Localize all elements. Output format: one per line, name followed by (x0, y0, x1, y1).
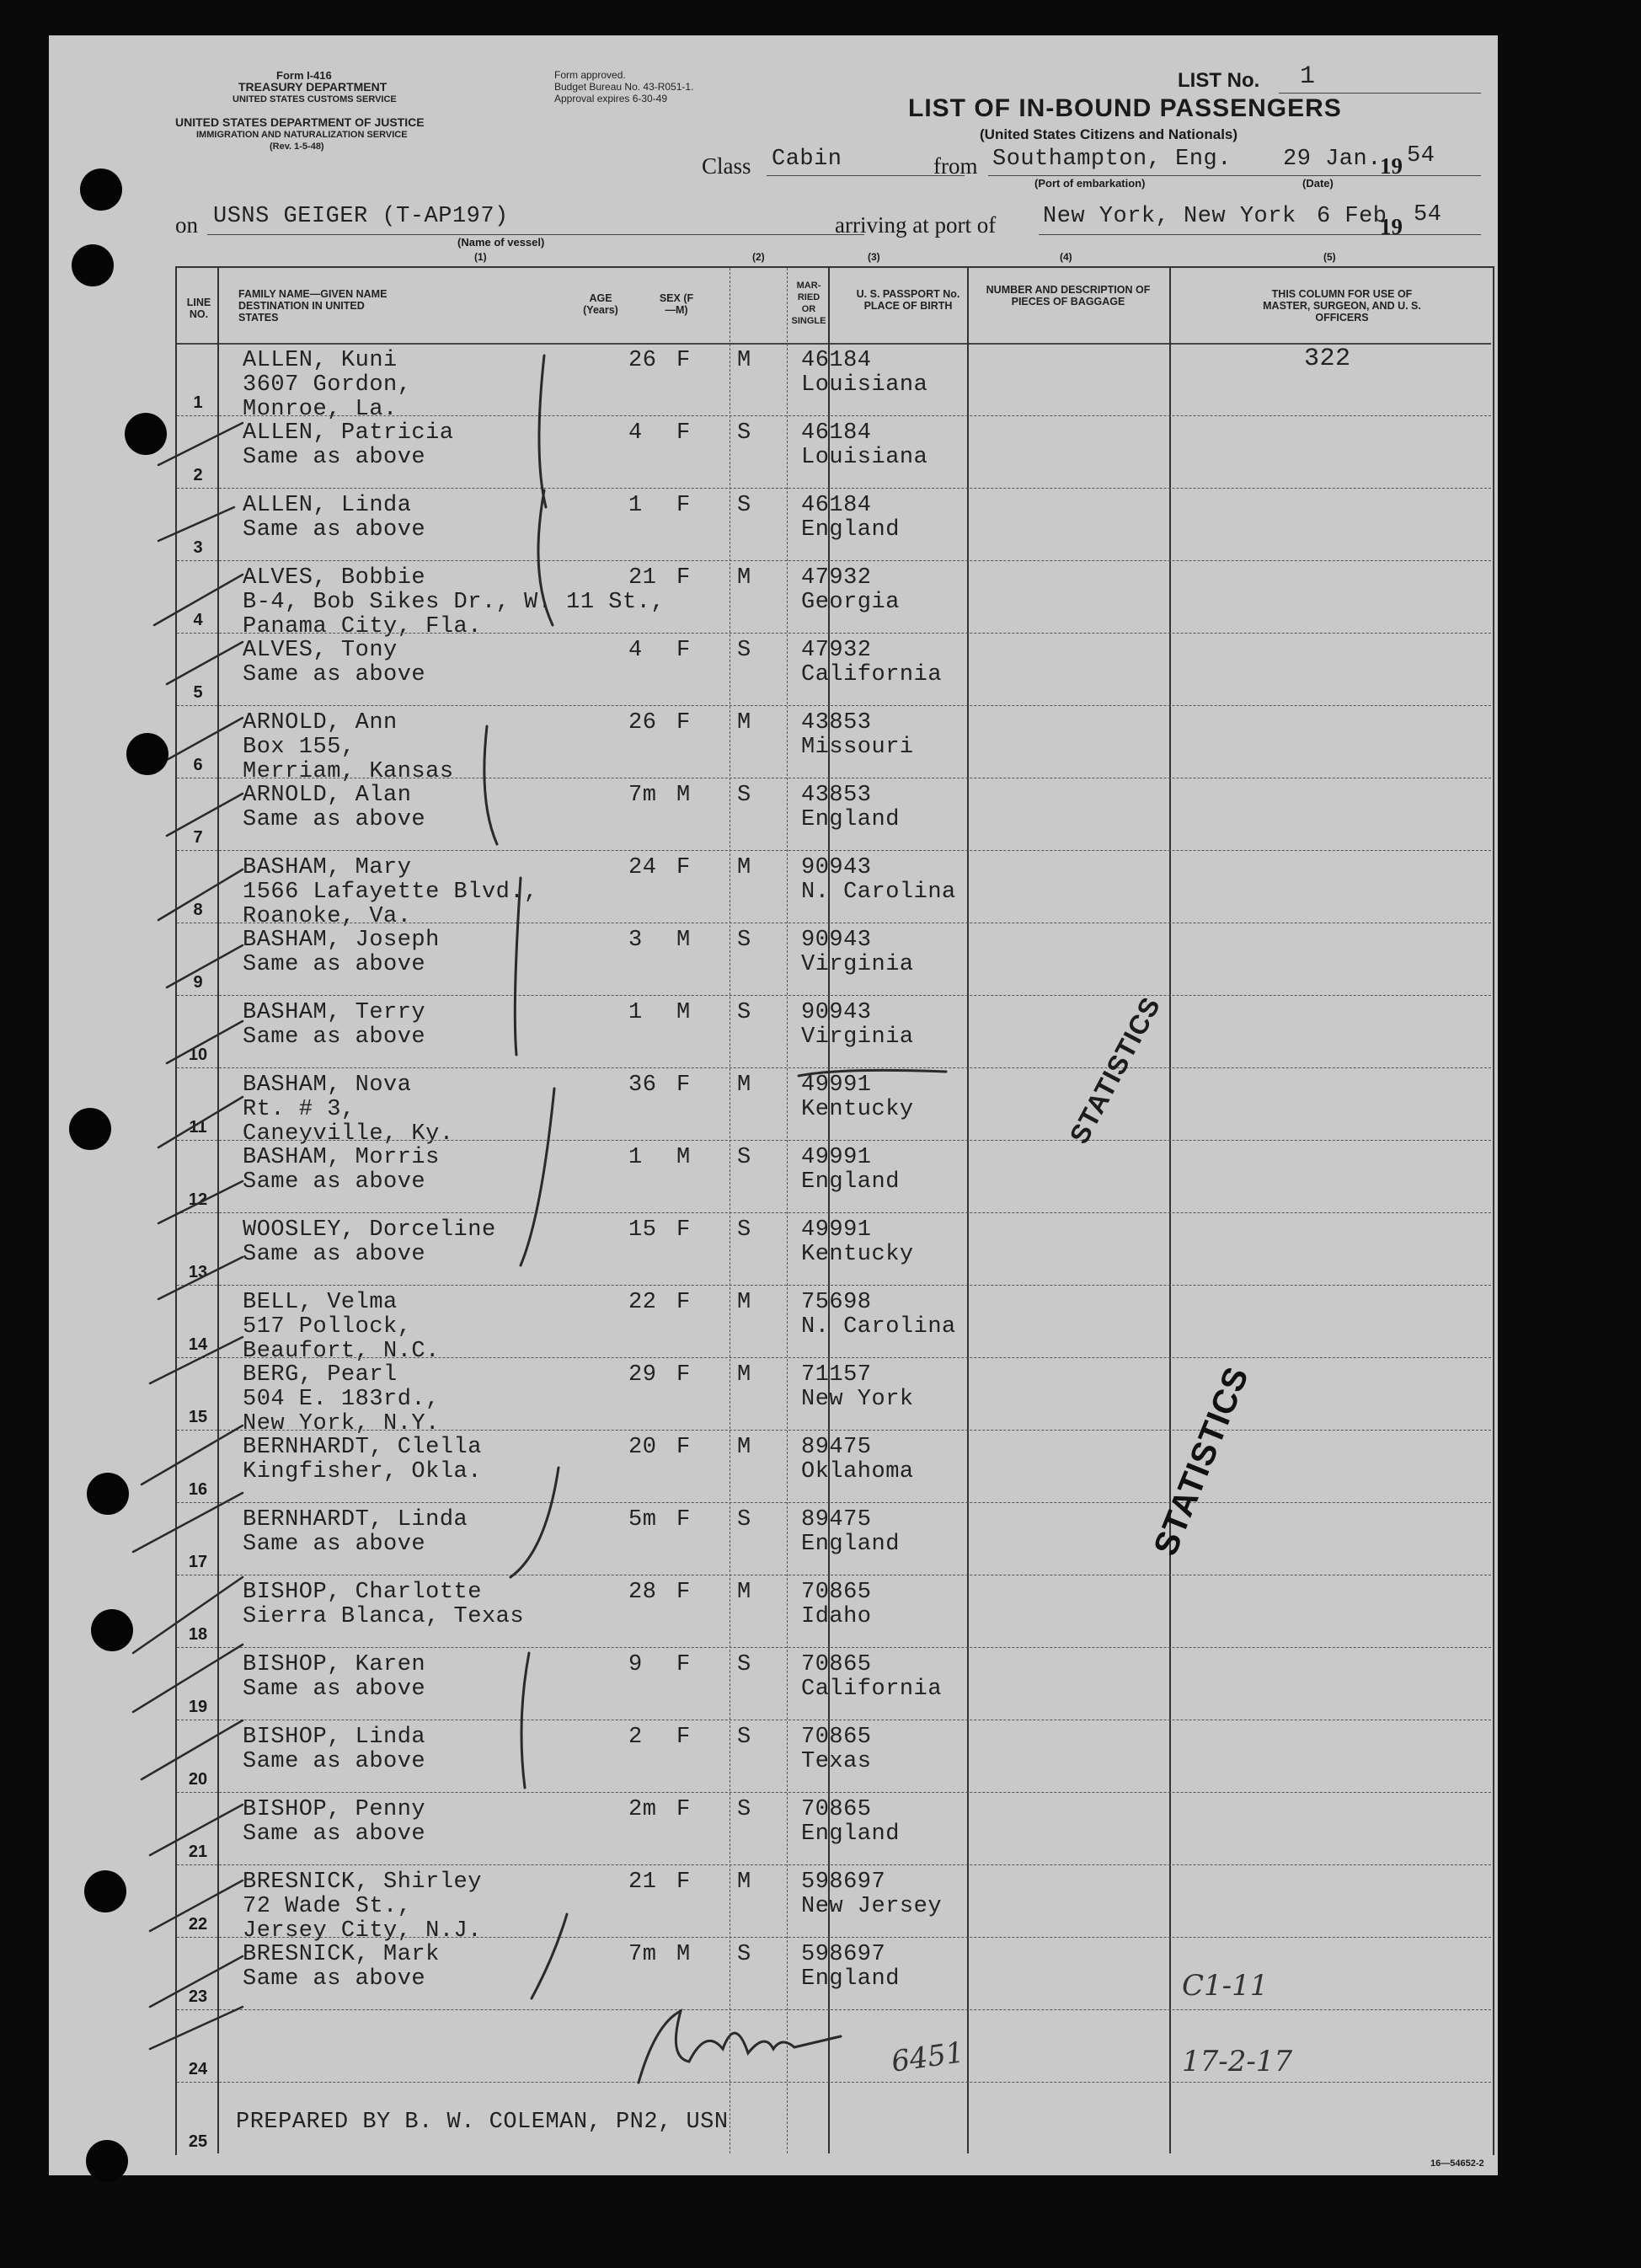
passenger-age: 22 (628, 1290, 657, 1315)
list-number: 1 (1300, 62, 1316, 91)
passenger-name: BASHAM, Joseph (243, 928, 440, 953)
passport-number: 49991 (801, 1072, 872, 1098)
line-number: 2 (193, 466, 203, 484)
passenger-sex: F (676, 1869, 691, 1895)
punch-hole (69, 1108, 111, 1150)
passenger-name: BASHAM, Morris (243, 1145, 440, 1170)
passenger-age: 1 (628, 1000, 643, 1025)
handwritten-note-2: 17-2-17 (1182, 2045, 1293, 2078)
passport-number: 46184 (801, 493, 872, 518)
place-of-birth: Louisiana (801, 372, 928, 398)
passenger-age: 7m (628, 783, 657, 808)
place-of-birth: England (801, 1821, 900, 1847)
passenger-sex: F (676, 1652, 691, 1677)
passport-number: 47932 (801, 638, 872, 663)
passport-number: 70865 (801, 1725, 872, 1750)
col-header-passport: U. S. PASSPORT No. PLACE OF BIRTH (856, 288, 960, 312)
passenger-age: 7m (628, 1942, 657, 1967)
passenger-sex: F (676, 638, 691, 663)
passenger-address: Same as above (243, 662, 426, 687)
passenger-sex: F (676, 1435, 691, 1460)
passenger-marital-status: S (737, 1000, 751, 1025)
passenger-marital-status: S (737, 1507, 751, 1533)
line-number: 19 (188, 1698, 208, 1716)
date-caption: (Date) (1302, 177, 1334, 190)
passenger-sex: F (676, 565, 691, 591)
statistics-stamp-2: STATISTICS (1147, 1361, 1257, 1561)
place-of-birth: Louisiana (801, 445, 928, 470)
vessel-caption: (Name of vessel) (457, 236, 545, 249)
arrival-year-prefix: 19 (1380, 214, 1403, 239)
passport-number: 70865 (801, 1580, 872, 1605)
line-number: 5 (193, 683, 203, 702)
passenger-age: 20 (628, 1435, 657, 1460)
place-of-birth: Oklahoma (801, 1459, 914, 1484)
passenger-marital-status: S (737, 493, 751, 518)
passport-number: 70865 (801, 1652, 872, 1677)
place-of-birth: California (801, 662, 943, 687)
passenger-name: BISHOP, Charlotte (243, 1580, 482, 1605)
line-number: 17 (188, 1553, 208, 1571)
place-of-birth: Missouri (801, 735, 914, 760)
passenger-age: 3 (628, 928, 643, 953)
passenger-sex: F (676, 348, 691, 373)
passenger-address: 517 Pollock, (243, 1314, 412, 1340)
passenger-name: BASHAM, Mary (243, 855, 412, 880)
passenger-name: BASHAM, Nova (243, 1072, 412, 1098)
line-number: 3 (193, 538, 203, 557)
line-number: 12 (188, 1190, 208, 1209)
passenger-address: Beaufort, N.C. (243, 1339, 440, 1364)
document-title: LIST OF IN-BOUND PASSENGERS (908, 94, 1342, 122)
passenger-address: Same as above (243, 1242, 426, 1267)
passport-number: 49991 (801, 1217, 872, 1243)
passenger-name: BERG, Pearl (243, 1362, 398, 1388)
passenger-age: 36 (628, 1072, 657, 1098)
approval-line-1: Form approved. (554, 69, 626, 81)
passenger-address: New York, N.Y. (243, 1411, 440, 1436)
col-header-name: FAMILY NAME—GIVEN NAME DESTINATION IN UNITED STATES (238, 288, 388, 324)
passenger-address: Same as above (243, 517, 426, 543)
passenger-age: 4 (628, 638, 643, 663)
passenger-address: Kingfisher, Okla. (243, 1459, 482, 1484)
passenger-sex: F (676, 1580, 691, 1605)
passenger-name: BELL, Velma (243, 1290, 398, 1315)
line-number: 21 (188, 1843, 208, 1861)
passenger-name: ALVES, Bobbie (243, 565, 426, 591)
passenger-address: Same as above (243, 1821, 426, 1847)
passenger-age: 1 (628, 493, 643, 518)
line-number: 4 (193, 611, 203, 629)
statistics-stamp-1: STATISTICS (1063, 992, 1167, 1149)
passenger-age: 28 (628, 1580, 657, 1605)
passenger-marital-status: S (737, 928, 751, 953)
punch-hole (87, 1473, 129, 1515)
passenger-address: 3607 Gordon, (243, 372, 412, 398)
passenger-address: Merriam, Kansas (243, 759, 454, 784)
year-suffix: 54 (1407, 143, 1435, 168)
passenger-age: 21 (628, 1869, 657, 1895)
passenger-address: 504 E. 183rd., (243, 1387, 440, 1412)
port-caption: (Port of embarkation) (1034, 177, 1146, 190)
passenger-address: Rt. # 3, (243, 1097, 355, 1122)
from-label: from (933, 153, 978, 179)
class-value: Cabin (772, 147, 842, 172)
passenger-marital-status: M (737, 1435, 751, 1460)
punch-hole (86, 2140, 128, 2182)
print-code: 16—54652-2 (1430, 2158, 1484, 2169)
passenger-marital-status: S (737, 420, 751, 446)
prepared-by: PREPARED BY B. W. COLEMAN, PN2, USN (236, 2110, 729, 2135)
col-header-officers: THIS COLUMN FOR USE OF MASTER, SURGEON, AND U. S. OFFICERS (1263, 288, 1421, 324)
document-subtitle: (United States Citizens and Nationals) (980, 126, 1238, 142)
passport-number: 46184 (801, 420, 872, 446)
arrival-year-suffix: 54 (1414, 202, 1442, 227)
passenger-age: 4 (628, 420, 643, 446)
passport-number: 46184 (801, 348, 872, 373)
passenger-marital-status: S (737, 783, 751, 808)
line-number: 23 (188, 1987, 208, 2006)
handwritten-note-3: 6451 (889, 2035, 966, 2079)
passenger-marital-status: S (737, 1145, 751, 1170)
place-of-birth: England (801, 1966, 900, 1992)
passenger-address: Jersey City, N.J. (243, 1918, 482, 1944)
passenger-marital-status: M (737, 855, 751, 880)
passenger-marital-status: S (737, 638, 751, 663)
passenger-name: ALLEN, Patricia (243, 420, 454, 446)
passport-number: 43853 (801, 783, 872, 808)
passenger-name: ARNOLD, Alan (243, 783, 412, 808)
passenger-marital-status: M (737, 1580, 751, 1605)
handwritten-marks (49, 35, 1498, 2175)
passenger-age: 21 (628, 565, 657, 591)
punch-hole (125, 413, 167, 455)
col-num-4: (4) (1060, 251, 1072, 263)
passenger-address: Caneyville, Ky. (243, 1121, 454, 1147)
passenger-name: ARNOLD, Ann (243, 710, 398, 735)
place-of-birth: N. Carolina (801, 880, 956, 905)
line-number: 11 (189, 1118, 207, 1137)
passenger-name: BERNHARDT, Clella (243, 1435, 482, 1460)
line-number: 18 (188, 1625, 208, 1644)
passenger-marital-status: S (737, 1942, 751, 1967)
passenger-marital-status: M (737, 348, 751, 373)
vessel-name: USNS GEIGER (T-AP197) (213, 204, 509, 229)
line-number: 10 (188, 1046, 208, 1064)
passport-number: 71157 (801, 1362, 872, 1388)
line-number: 22 (188, 1915, 208, 1934)
departure-date: 29 Jan. (1283, 147, 1382, 172)
passport-number: 598697 (801, 1942, 886, 1967)
passenger-name: ALLEN, Linda (243, 493, 412, 518)
passenger-name: BRESNICK, Shirley (243, 1869, 482, 1895)
col-num-2: (2) (752, 251, 765, 263)
passenger-address: Sierra Blanca, Texas (243, 1604, 525, 1629)
place-of-birth: Virginia (801, 1024, 914, 1050)
passenger-name: BISHOP, Penny (243, 1797, 426, 1822)
officers-number: 322 (1304, 345, 1351, 373)
passenger-sex: F (676, 1362, 691, 1388)
col-header-line: LINE NO. (186, 297, 211, 320)
col-num-3: (3) (868, 251, 880, 263)
year-prefix: 19 (1380, 153, 1403, 179)
passenger-address: Same as above (243, 952, 426, 977)
passenger-sex: M (676, 1145, 691, 1170)
place-of-birth: California (801, 1677, 943, 1702)
passenger-address: Same as above (243, 1169, 426, 1195)
line-number: 15 (188, 1408, 208, 1426)
passenger-age: 2m (628, 1797, 657, 1822)
place-of-birth: Idaho (801, 1604, 872, 1629)
col-header-married: MAR-RIED OR SINGLE (791, 281, 826, 326)
passenger-marital-status: M (737, 1290, 751, 1315)
passenger-sex: F (676, 1072, 691, 1098)
line-number: 6 (193, 756, 203, 774)
passenger-address: Panama City, Fla. (243, 614, 482, 639)
passport-number: 89475 (801, 1435, 872, 1460)
line-number: 14 (188, 1335, 208, 1354)
passenger-address: Same as above (243, 807, 426, 832)
passenger-address: Same as above (243, 1024, 426, 1050)
passenger-address: Same as above (243, 445, 426, 470)
passenger-marital-status: M (737, 1072, 751, 1098)
passenger-address: B-4, Bob Sikes Dr., W. 11 St., (243, 590, 665, 615)
list-label: LIST No. (1178, 69, 1260, 92)
form-revision: (Rev. 1-5-48) (270, 142, 324, 152)
passenger-address: Same as above (243, 1532, 426, 1557)
punch-hole (80, 168, 122, 211)
form-number: Form I-416 (276, 69, 332, 82)
passenger-address: Same as above (243, 1966, 426, 1992)
vessel-col-num: (1) (474, 251, 487, 263)
handwritten-note-1: C1-11 (1182, 1969, 1269, 2003)
passenger-marital-status: M (737, 1362, 751, 1388)
ins-service: IMMIGRATION AND NATURALIZATION SERVICE (196, 130, 408, 140)
passenger-sex: F (676, 1217, 691, 1243)
passenger-name: BISHOP, Linda (243, 1725, 426, 1750)
place-of-birth: England (801, 517, 900, 543)
on-label: on (175, 212, 198, 238)
passport-number: 47932 (801, 565, 872, 591)
passport-number: 90943 (801, 928, 872, 953)
passenger-age: 5m (628, 1507, 657, 1533)
passenger-sex: F (676, 493, 691, 518)
punch-hole (126, 733, 168, 775)
passenger-marital-status: S (737, 1797, 751, 1822)
line-number: 25 (188, 2132, 208, 2151)
place-of-birth: N. Carolina (801, 1314, 956, 1340)
passport-number: 70865 (801, 1797, 872, 1822)
passenger-address: Roanoke, Va. (243, 904, 412, 929)
passenger-name: BISHOP, Karen (243, 1652, 426, 1677)
passenger-marital-status: S (737, 1725, 751, 1750)
passport-number: 49991 (801, 1145, 872, 1170)
line-number: 1 (193, 393, 203, 412)
from-value: Southampton, Eng. (992, 147, 1232, 172)
passenger-sex: M (676, 1942, 691, 1967)
passenger-name: BERNHARDT, Linda (243, 1507, 468, 1533)
passenger-marital-status: M (737, 710, 751, 735)
passenger-age: 26 (628, 710, 657, 735)
approval-line-2: Budget Bureau No. 43-R051-1. (554, 81, 694, 93)
col-header-age: AGE (Years) (583, 292, 618, 316)
place-of-birth: New Jersey (801, 1894, 943, 1919)
passenger-marital-status: S (737, 1217, 751, 1243)
line-number: 7 (193, 828, 203, 847)
passenger-address: Monroe, La. (243, 397, 398, 422)
passport-number: 89475 (801, 1507, 872, 1533)
line-number: 16 (188, 1480, 208, 1499)
line-number: 24 (188, 2060, 208, 2078)
passenger-address: Box 155, (243, 735, 355, 760)
place-of-birth: Texas (801, 1749, 872, 1774)
treasury-dept: TREASURY DEPARTMENT (238, 80, 388, 94)
passenger-name: BASHAM, Terry (243, 1000, 426, 1025)
passenger-sex: M (676, 928, 691, 953)
passenger-name: ALLEN, Kuni (243, 348, 398, 373)
place-of-birth: Kentucky (801, 1097, 914, 1122)
document-page (49, 35, 1498, 2175)
passenger-age: 9 (628, 1652, 643, 1677)
col-header-baggage: NUMBER AND DESCRIPTION OF PIECES OF BAGGAGE (986, 284, 1151, 308)
punch-hole (91, 1609, 133, 1651)
passenger-sex: F (676, 855, 691, 880)
passenger-age: 26 (628, 348, 657, 373)
passport-number: 90943 (801, 855, 872, 880)
class-label: Class (702, 153, 751, 179)
arriving-label: arriving at port of (835, 212, 997, 238)
line-number: 20 (188, 1770, 208, 1789)
passport-number: 90943 (801, 1000, 872, 1025)
place-of-birth: New York (801, 1387, 914, 1412)
passenger-marital-status: S (737, 1652, 751, 1677)
customs-service: UNITED STATES CUSTOMS SERVICE (233, 94, 397, 104)
passenger-age: 1 (628, 1145, 643, 1170)
place-of-birth: England (801, 1169, 900, 1195)
passenger-name: BRESNICK, Mark (243, 1942, 440, 1967)
arrival-port: New York, New York (1043, 204, 1296, 229)
punch-hole (84, 1870, 126, 1912)
col-num-5: (5) (1323, 251, 1336, 263)
place-of-birth: Georgia (801, 590, 900, 615)
passenger-age: 2 (628, 1725, 643, 1750)
justice-dept: UNITED STATES DEPARTMENT OF JUSTICE (175, 115, 425, 129)
passenger-sex: F (676, 710, 691, 735)
passenger-sex: F (676, 1290, 691, 1315)
passenger-name: ALVES, Tony (243, 638, 398, 663)
passenger-age: 24 (628, 855, 657, 880)
passenger-sex: M (676, 783, 691, 808)
line-number: 9 (193, 973, 203, 992)
col-header-sex: SEX (F—M) (659, 292, 694, 316)
passenger-age: 15 (628, 1217, 657, 1243)
passenger-sex: F (676, 1797, 691, 1822)
line-number: 13 (188, 1263, 208, 1281)
place-of-birth: Virginia (801, 952, 914, 977)
passenger-address: 1566 Lafayette Blvd., (243, 880, 538, 905)
signature (639, 2011, 841, 2083)
passenger-sex: F (676, 1725, 691, 1750)
place-of-birth: England (801, 807, 900, 832)
passenger-name: WOOSLEY, Dorceline (243, 1217, 496, 1243)
passenger-sex: F (676, 420, 691, 446)
passenger-age: 29 (628, 1362, 657, 1388)
place-of-birth: Kentucky (801, 1242, 914, 1267)
passenger-address: Same as above (243, 1749, 426, 1774)
passenger-sex: F (676, 1507, 691, 1533)
approval-line-3: Approval expires 6-30-49 (554, 93, 668, 104)
passenger-address: Same as above (243, 1677, 426, 1702)
passenger-marital-status: M (737, 1869, 751, 1895)
passenger-address: 72 Wade St., (243, 1894, 412, 1919)
passport-number: 43853 (801, 710, 872, 735)
place-of-birth: England (801, 1532, 900, 1557)
line-number: 8 (193, 901, 203, 919)
punch-hole (72, 244, 114, 286)
passenger-marital-status: M (737, 565, 751, 591)
passenger-sex: M (676, 1000, 691, 1025)
passport-number: 75698 (801, 1290, 872, 1315)
arrival-date: 6 Feb (1317, 204, 1387, 229)
passport-number: 598697 (801, 1869, 886, 1895)
